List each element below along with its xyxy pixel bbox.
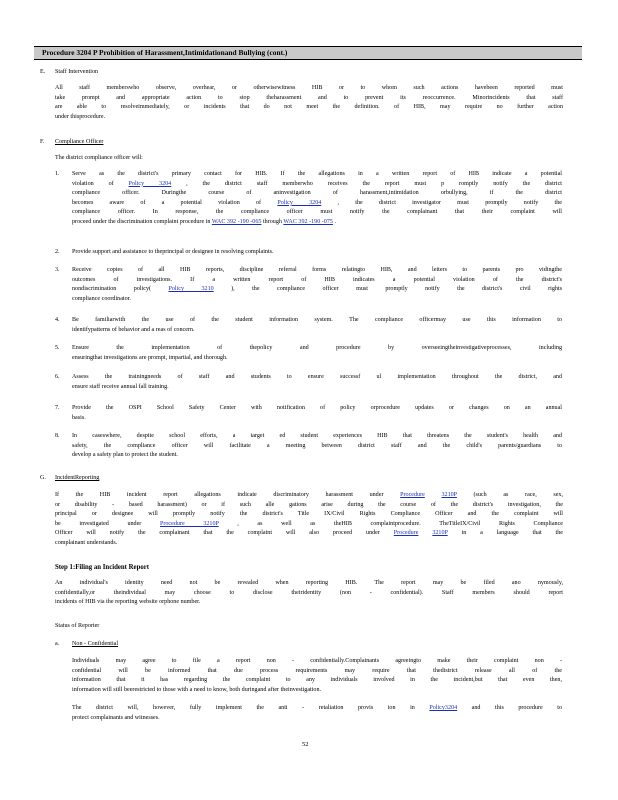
step1-heading: Step 1:Filing an Incident Report [55,564,150,571]
section-f-letter: F. [40,139,45,145]
text-run: The district will, however, fully implement the anti - retaliation provis ion in [72,705,430,711]
text-line [55,491,563,501]
text-run: (such as race, sex, [456,492,564,498]
text-run: identifypatterns of behavior and a reas of concern. [72,326,195,333]
text-line [72,373,562,383]
text-run: ensuringthat investigations are prompt, impartial, and thorough. [72,354,228,361]
text-run: , the district investigator must promptly notify the [321,199,562,206]
list-item [72,248,562,258]
text-run [418,530,432,536]
text-line [72,686,562,696]
text-line [55,539,563,549]
policy-link[interactable]: Policy 3204 [128,180,172,187]
text-line [72,266,562,276]
text-line [72,451,562,461]
text-run: becomes aware of a potential violation of [72,199,278,206]
text-run: or disability - based harassment) or if such alle gations arise during the course of the district's investigation, the [55,501,563,508]
text-run: An individual's identity need not be revealed when reporting HIB. The report may be filed ano nymously, [55,580,563,586]
list-item-number: 4. [55,317,60,323]
policy-link[interactable]: Policy 3210 [168,286,214,293]
text-line [55,94,563,104]
text-run: compliance officer. Duringthe course of aninvestigation of harassment,intimidation orbullying, if the district [72,190,562,197]
status-heading: Status of Reporter [55,623,100,629]
section-g-letter: G. [40,475,46,481]
section-g-paragraph [55,491,563,549]
text-run: and this procedure to [457,705,562,711]
text-run: proceed under the discrimination complaint procedure in [72,218,212,225]
text-line [72,704,562,714]
list-item-number: 8. [55,433,60,439]
text-run: Serve as the district's primary contact for HIB. If the allegations in a written report of HIB indicate a potential [72,171,562,177]
text-line [55,501,563,511]
section-g-heading: IncidentReporting [55,475,100,481]
text-run: through [261,218,284,225]
list-item-number: 2. [55,249,60,255]
text-run: Be familiarwith the use of the student information system. The compliance officermay use this information to [72,317,562,323]
text-line [55,103,563,113]
text-run: be investigated under [55,520,160,527]
policy-link[interactable]: Policy 3204 [277,199,322,206]
text-run: , the district staff memberwho receives the report must p romptly notify the district [171,180,562,187]
text-run: If the HIB incident report allegations indicate discriminatory harassment under [55,492,401,498]
list-item [72,373,562,392]
list-item [72,170,562,228]
text-line [72,199,562,209]
text-run: Assess the trainingneeds of staff and students to ensure successf ul implementation throughout the district, and [72,374,562,380]
list-item-number: 1. [55,171,60,177]
text-run: nondiscrimination policy( [72,286,169,293]
non-confidential-paragraph [72,657,562,695]
text-line [72,714,562,724]
text-line [55,529,563,539]
text-run: compliance officer. In response, the compliance officer must notify the complainant that their complaint will [72,209,562,216]
anti-retaliation-paragraph [72,704,562,723]
text-line [55,520,563,530]
policy-link[interactable]: Procedure [393,530,419,537]
text-line [55,598,563,608]
procedure-header-bar [34,46,582,60]
text-run [425,492,442,498]
text-run: are able to resolveimmediately, or incidents that do not meet the definition. of HIB, may require no further action [55,104,563,111]
text-line [55,589,563,599]
text-line [72,676,562,686]
text-run: information that it has regarding the complaint to any individuals involved in the incident,but that even then, [72,677,562,684]
text-run: safety, the compliance officer will facilitate a meeting between district staff and the child's parents/guardians to [72,442,562,449]
text-run: principal or designee will promptly notify the district's Title IX/Civil Rights Compliance Officer and the complaint will [55,511,563,518]
list-item-number: 3. [55,267,60,273]
text-run: violation of [72,180,129,187]
text-line [72,326,562,336]
list-item [72,316,562,335]
text-run: complainant understands. [55,539,118,546]
procedure-header-title: Procedure 3204 P Prohibition of Harassment,Intimidationand Bullying (cont.) [42,48,288,57]
section-e-letter: E. [40,69,46,75]
text-run: ), the compliance officer must promptly notify the district's civil rights [213,286,562,293]
text-line [72,295,562,305]
text-line [55,579,563,589]
text-run: All staff memberswho observe, overhear, or otherwisewitness HIB or to whom such actions havebeen reported must [55,85,563,91]
text-line [55,510,563,520]
text-line [72,180,562,190]
text-line [72,432,562,442]
text-run: under thisprocedure. [55,113,106,120]
text-run: incidents of HIB via the reporting website orphone number. [55,599,201,606]
section-e-paragraph [55,84,563,122]
section-e-heading: Staff Intervention [55,69,99,75]
text-line [55,113,563,123]
text-line [72,404,562,414]
list-item-number: 7. [55,405,60,411]
text-run: Provide the OSPI School Safety Center with notification of policy orprocedure updates or changes on an annual [72,405,562,411]
policy-link[interactable]: 3210P [441,492,457,498]
text-run: take prompt and appropriate action to stop theharassment and to prevent its reoccurrence. Minorincidents that staff [55,94,563,101]
list-item [72,266,562,304]
text-line [72,657,562,667]
text-run: . [332,218,336,225]
text-run: information will still beerestricted to those with a need to know, both duringand after theinvestigation. [72,686,322,693]
text-line [72,248,562,258]
text-line [72,383,562,393]
text-line [72,442,562,452]
text-run: confidential will be informed that due process requirements may require that thedistrict release all of the [72,667,562,674]
status-sub-letter: a. [55,641,60,647]
text-line [72,208,562,218]
text-run: Officer will notify the complainant that the complaint will also proceed under [55,530,394,537]
text-line [72,276,562,286]
policy-link[interactable]: Procedure 3210P [159,520,219,527]
text-run: In caseswhere, despite school efforts, a target ed student experiences HIB that threatens the student's health and [72,433,562,439]
list-item [72,404,562,423]
step1-paragraph [55,579,563,608]
list-item-number: 5. [55,345,60,351]
text-run: ensure staff receive annual fall training. [72,383,169,390]
policy-link[interactable]: Procedure [400,492,425,498]
text-run: Receive copies of all HIB reports, discipline referral forms relatingto HIB, and letters to parents pro vidingthe [72,267,562,273]
section-f-intro: The district compliance officer will: [55,155,143,161]
text-run: outcomes of investigations. If a written report of HIB indicates a potential violation of the district's [72,276,562,283]
text-run: basis. [72,414,86,421]
text-run: compliance coordinator. [72,295,131,302]
text-line [72,667,562,677]
text-line [72,285,562,295]
policy-link[interactable]: 3210P [432,530,448,537]
text-run: in a language that the [447,530,563,537]
text-line [72,316,562,326]
text-run: , as well as theHIB complaintprocedure. TheTitleIX/Civil Rights Compliance [218,520,563,527]
text-run: Provide support and assistance to theprincipal or designee in resolving complaints. [72,249,274,255]
text-line [72,354,562,364]
status-sub-heading: Non - Confidential [72,641,119,647]
policy-link[interactable]: WAC 392 -190 -075 [283,218,333,225]
text-run: protect complainants and witnesses. [72,714,160,721]
list-item-number: 6. [55,374,60,380]
text-line [55,84,563,94]
text-line [72,189,562,199]
text-line [72,218,562,228]
text-run: Individuals may agree to file a report non - confidentially.Complainants agreeingto make their complaint non - [72,658,562,664]
policy-link[interactable]: Policy3204 [429,705,458,711]
text-line [72,344,562,354]
text-run: Ensure the implementation of thepolicy and procedure by overseeingtheinvestigativeprocesses, including [72,345,562,351]
list-item [72,432,562,461]
text-line [72,414,562,424]
page-number: 52 [302,741,309,748]
list-item [72,344,562,363]
section-f-heading: Compliance Officer [55,139,104,145]
text-line [72,170,562,180]
policy-link[interactable]: WAC 392 -190 -065 [211,218,262,225]
text-run: confidentially,or theindividual may choose to disclose theiridentity (non - confidential). Staff members should report [55,589,563,596]
text-run: develop a safety plan to protect the student. [72,452,178,459]
